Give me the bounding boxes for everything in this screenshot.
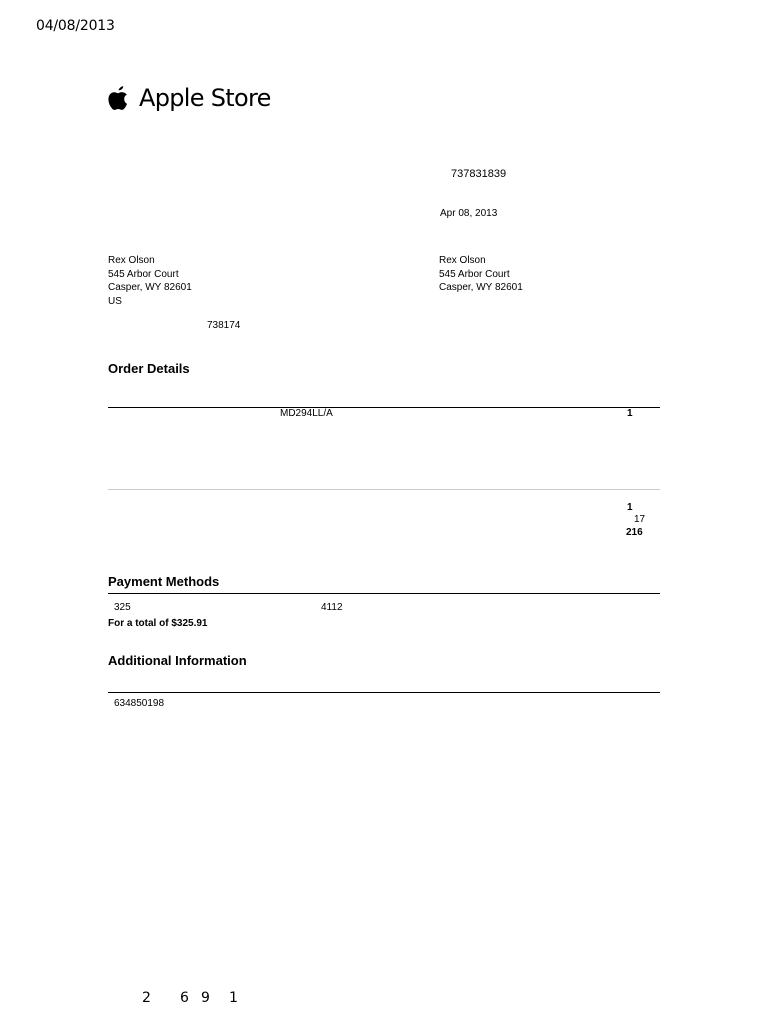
shipping-street: 545 Arbor Court (439, 268, 510, 280)
billing-street: 545 Arbor Court (108, 268, 179, 280)
billing-address (108, 254, 192, 308)
payment-total: For a total of $325.91 (108, 618, 208, 629)
billing-code: 738174 (207, 320, 241, 331)
order-items-divider (108, 489, 660, 490)
payment-card-last4: 4112 (321, 602, 343, 613)
apple-logo-icon (107, 84, 129, 112)
payment-rule (108, 593, 660, 594)
order-date: Apr 08, 2013 (440, 208, 498, 219)
footer-digit: 9 (201, 990, 210, 1006)
payment-amount: 325 (114, 602, 131, 613)
store-logo (107, 84, 271, 112)
order-number: 737831839 (451, 168, 507, 180)
shipping-address (439, 254, 523, 295)
additional-info-rule (108, 692, 660, 693)
summary-line-2: 17 (634, 514, 646, 525)
billing-country: US (108, 295, 122, 307)
additional-info-value: 634850198 (114, 698, 165, 709)
summary-line-1: 1 (627, 502, 633, 513)
billing-city: Casper, WY 82601 (108, 282, 192, 293)
item-quantity: 1 (627, 408, 633, 419)
footer-digit: 2 (142, 990, 151, 1006)
store-brand-name: Apple Store (139, 84, 271, 112)
footer-digit: 6 (180, 990, 189, 1006)
additional-info-heading: Additional Information (108, 653, 247, 668)
print-date: 04/08/2013 (36, 18, 115, 34)
footer-digit: 1 (229, 990, 238, 1006)
summary-line-3: 216 (626, 527, 643, 538)
item-part-number: MD294LL/A (280, 408, 333, 419)
billing-name: Rex Olson (108, 255, 155, 266)
payment-methods-heading: Payment Methods (108, 574, 220, 589)
shipping-city: Casper, WY 82601 (439, 282, 523, 293)
order-details-heading: Order Details (108, 361, 190, 376)
order-details-rule (108, 407, 660, 408)
shipping-name: Rex Olson (439, 255, 486, 266)
